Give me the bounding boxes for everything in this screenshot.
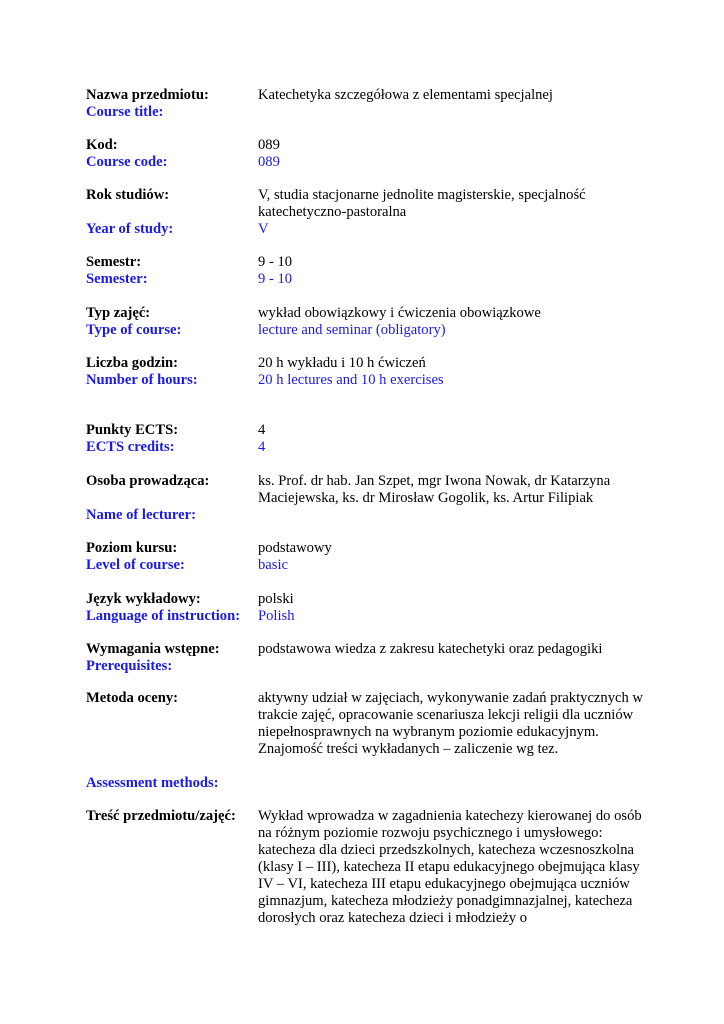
ects-credits-label-en: ECTS credits: xyxy=(86,439,175,455)
year-of-study-label-en: Year of study: xyxy=(86,221,174,237)
course-code-label-pl: Kod: xyxy=(86,137,118,153)
lecturer-value-pl: ks. Prof. dr hab. Jan Szpet, mgr Iwona Nowak, dr Katarzyna Maciejewska, ks. dr Mirosław Gogolik, ks. Artur Filipiak xyxy=(258,473,611,506)
assessment-label-pl: Metoda oceny: xyxy=(86,690,178,706)
course-title-label-en: Course title: xyxy=(86,104,164,120)
number-of-hours-value-en: 20 h lectures and 10 h exercises xyxy=(258,372,444,388)
semester-value-pl: 9 - 10 xyxy=(258,254,293,270)
type-of-course-value-en: lecture and seminar (obligatory) xyxy=(258,322,446,338)
course-code-value-pl: 089 xyxy=(258,137,280,153)
language-label-pl: Język wykładowy: xyxy=(86,591,201,607)
ects-credits-value-pl: 4 xyxy=(258,422,266,438)
level-of-course-value-pl: podstawowy xyxy=(258,540,332,556)
year-of-study-value-pl: V, studia stacjonarne jednolite magisterskie, specjalność katechetyczno-pastoralna xyxy=(258,187,586,220)
prerequisites-value-pl: podstawowa wiedza z zakresu katechetyki oraz pedagogiki xyxy=(258,641,603,657)
ects-credits-label-pl: Punkty ECTS: xyxy=(86,422,179,438)
number-of-hours-label-en: Number of hours: xyxy=(86,372,198,388)
semester-value-en: 9 - 10 xyxy=(258,271,293,287)
language-value-en: Polish xyxy=(258,608,295,624)
semester-label-pl: Semestr: xyxy=(86,254,142,270)
type-of-course-label-pl: Typ zajęć: xyxy=(86,305,151,321)
lecturer-label-en: Name of lecturer: xyxy=(86,507,196,523)
level-of-course-label-en: Level of course: xyxy=(86,557,185,573)
level-of-course-value-en: basic xyxy=(258,557,288,573)
course-code-value-en: 089 xyxy=(258,154,280,170)
language-label-en: Language of instruction: xyxy=(86,608,241,624)
course-title-value-pl: Katechetyka szczegółowa z elementami specjalnej xyxy=(258,87,553,103)
semester-label-en: Semester: xyxy=(86,271,148,287)
assessment-value-pl: aktywny udział w zajęciach, wykonywanie zadań praktycznych w trakcie zajęć, opracowanie scenariusza lekcji religii dla uczniów niepełnosprawnych na wybranym poziomie edukacyjnym. Znajomość treści wykładanych – zaliczenie wg tez. xyxy=(258,690,643,757)
course-code-label-en: Course code: xyxy=(86,154,168,170)
language-value-pl: polski xyxy=(258,591,294,607)
year-of-study-label-pl: Rok studiów: xyxy=(86,187,170,203)
year-of-study-value-en: V xyxy=(258,221,269,237)
type-of-course-value-pl: wykład obowiązkowy i ćwiczenia obowiązkowe xyxy=(258,305,541,321)
course-content-value-pl: Wykład wprowadza w zagadnienia katechezy kierowanej do osób na różnym poziomie rozwoju psychicznego i umysłowego: katecheza dla dzieci przedszkolnych, katecheza wczesnoszkolna (klasy I – III), katecheza II etapu edukacyjnego obejmująca klasy IV – VI, katecheza III etapu edukacyjnego obejmująca uczniów gimnazjum, katecheza młodzieży ponadgimnazjalnej, katecheza dorosłych oraz katecheza dzieci i młodzieży o xyxy=(258,808,642,926)
type-of-course-label-en: Type of course: xyxy=(86,322,182,338)
ects-credits-value-en: 4 xyxy=(258,439,266,455)
course-content-label-pl: Treść przedmiotu/zajęć: xyxy=(86,808,236,824)
course-title-label-pl: Nazwa przedmiotu: xyxy=(86,87,209,103)
number-of-hours-value-pl: 20 h wykładu i 10 h ćwiczeń xyxy=(258,355,426,371)
level-of-course-label-pl: Poziom kursu: xyxy=(86,540,178,556)
lecturer-label-pl: Osoba prowadząca: xyxy=(86,473,210,489)
prerequisites-label-pl: Wymagania wstępne: xyxy=(86,641,220,657)
prerequisites-label-en: Prerequisites: xyxy=(86,658,173,674)
assessment-label-en: Assessment methods: xyxy=(86,775,219,791)
number-of-hours-label-pl: Liczba godzin: xyxy=(86,355,179,371)
